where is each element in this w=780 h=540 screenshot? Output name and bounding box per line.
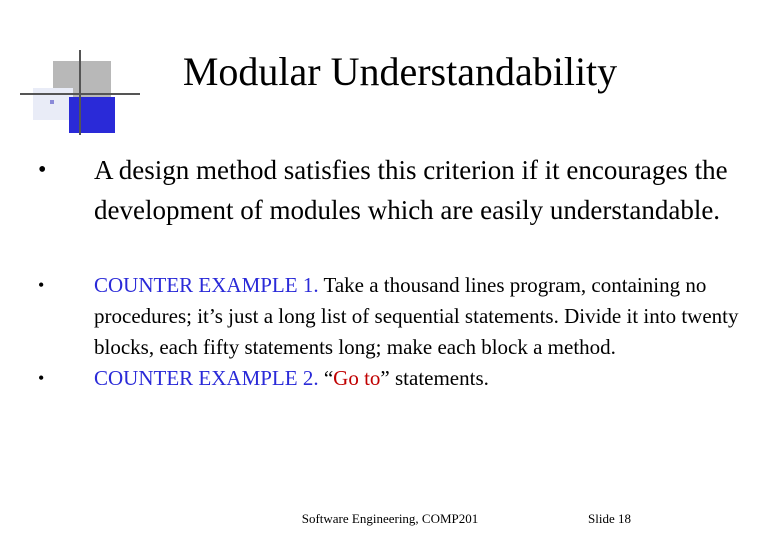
bullet-dot: •: [38, 368, 45, 388]
bullet-item: [28, 150, 748, 230]
footer-slide-number: Slide 18: [588, 511, 631, 526]
slide-title: Modular Understandability: [182, 49, 618, 94]
footer-course: Software Engineering, COMP201: [301, 511, 479, 526]
decoration-dot: [50, 100, 54, 104]
bullet-list: [28, 150, 748, 394]
bullet-text-segment: Go to: [333, 366, 381, 390]
bullet-dot: •: [38, 157, 47, 183]
bullet-text: [94, 363, 748, 394]
bullet-item: [28, 270, 748, 363]
bullet-text: [94, 150, 748, 230]
bullet-dot: •: [38, 275, 45, 295]
decoration-horizontal-line: [20, 93, 140, 95]
bullet-text-segment: A design method satisfies this criterion if it encourages the development of modules which are easily understandable.: [94, 155, 728, 225]
bullet-text-segment: COUNTER EXAMPLE 2.: [94, 366, 319, 390]
decoration-blue-square: [69, 97, 115, 133]
bullet-text-segment: COUNTER EXAMPLE 1.: [94, 273, 319, 297]
bullet-item: [28, 363, 748, 394]
bullet-text-segment: “: [318, 366, 334, 390]
bullet-text: [94, 270, 748, 363]
bullet-text-segment: ” statements.: [380, 366, 489, 390]
bullet-text-segment: Take a thousand lines program, containing no procedures; it’s just a long list of sequential statements. Divide it into twenty blocks, each fifty statements long; make each block a method.: [94, 273, 739, 359]
